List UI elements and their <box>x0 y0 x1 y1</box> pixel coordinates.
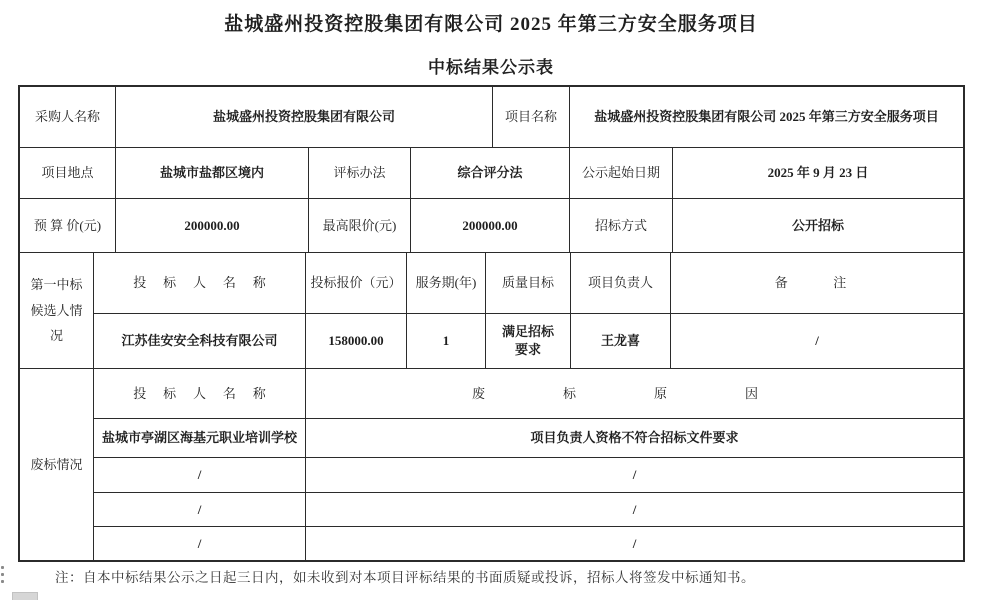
rejected-row-1 <box>94 418 963 457</box>
method-value: 综合评分法 <box>410 148 569 198</box>
winner-section-label: 第一中标候选人情况 <box>20 253 94 368</box>
project-name-value: 盐城盛州投资控股集团有限公司 2025 年第三方安全服务项目 <box>569 87 963 147</box>
rejected-section-label: 废标情况 <box>20 369 94 560</box>
rejected-row-4 <box>94 526 963 560</box>
partial-button[interactable] <box>12 592 38 600</box>
winner-data-row <box>94 313 963 368</box>
winner-col-bidder: 投标人名称 <box>133 275 283 291</box>
budget-label: 预 算 价(元) <box>33 217 102 233</box>
publicity-date-value: 2025 年 9 月 23 日 <box>672 148 963 198</box>
winner-quality: 满足招标要求 <box>485 314 570 368</box>
table-row-budget <box>20 198 963 252</box>
rejected-col-bidder: 投标人名称 <box>133 385 283 401</box>
winner-col-price: 投标报价（元） <box>305 253 406 313</box>
rejected-header-row <box>94 369 963 418</box>
footer-note: 注：自本中标结果公示之日起三日内，如未收到对本项目评标结果的书面质疑或投诉，招标人将签发中标通知书。 <box>55 570 755 585</box>
winner-col-quality: 质量目标 <box>485 253 570 313</box>
rejected-reason-1: 项目负责人资格不符合招标文件要求 <box>305 419 963 457</box>
rejected-row-3 <box>94 492 963 526</box>
location-label: 项目地点 <box>41 165 94 181</box>
result-table <box>18 85 965 562</box>
table-row-purchaser <box>20 87 963 147</box>
page-title-line2: 中标结果公示表 <box>428 58 554 77</box>
rejected-bidder-1: 盐城市亭湖区海基元职业培训学校 <box>101 430 297 446</box>
winner-remark: / <box>670 314 963 368</box>
winner-col-service: 服务期(年) <box>406 253 485 313</box>
winner-manager: 王龙喜 <box>570 314 670 368</box>
winner-section <box>20 252 963 368</box>
winner-col-manager: 项目负责人 <box>570 253 670 313</box>
winner-service-years: 1 <box>406 314 485 368</box>
project-name-label: 项目名称 <box>492 87 569 147</box>
table-row-location <box>20 147 963 198</box>
rejected-reason-4: / <box>305 527 963 560</box>
publicity-date-label: 公示起始日期 <box>569 148 672 198</box>
bidding-method-label: 招标方式 <box>569 199 672 252</box>
method-label: 评标办法 <box>308 148 410 198</box>
bidding-method-value: 公开招标 <box>672 199 963 252</box>
page-title-line1: 盐城盛州投资控股集团有限公司 2025 年第三方安全服务项目 <box>224 14 758 35</box>
rejected-col-reason: 废标原因 <box>305 369 963 418</box>
budget-value: 200000.00 <box>115 199 308 252</box>
location-value: 盐城市盐都区境内 <box>115 148 308 198</box>
edge-dots-decoration <box>1 566 5 583</box>
rejected-bidder-2: / <box>197 467 202 483</box>
purchaser-value: 盐城盛州投资控股集团有限公司 <box>115 87 492 147</box>
winner-header-row <box>94 253 963 313</box>
rejected-bidder-3: / <box>197 501 202 517</box>
title-block <box>0 0 982 78</box>
rejected-reason-3: / <box>305 493 963 526</box>
winner-price: 158000.00 <box>305 314 406 368</box>
rejected-bidder-4: / <box>197 535 202 551</box>
winner-col-remark: 备注 <box>670 253 963 313</box>
winner-bidder: 江苏佳安安全科技有限公司 <box>121 333 278 349</box>
maxprice-value: 200000.00 <box>410 199 569 252</box>
rejected-section <box>20 368 963 560</box>
rejected-row-2 <box>94 457 963 492</box>
purchaser-label: 采购人名称 <box>34 109 100 125</box>
maxprice-label: 最高限价(元) <box>308 199 410 252</box>
rejected-reason-2: / <box>305 458 963 492</box>
